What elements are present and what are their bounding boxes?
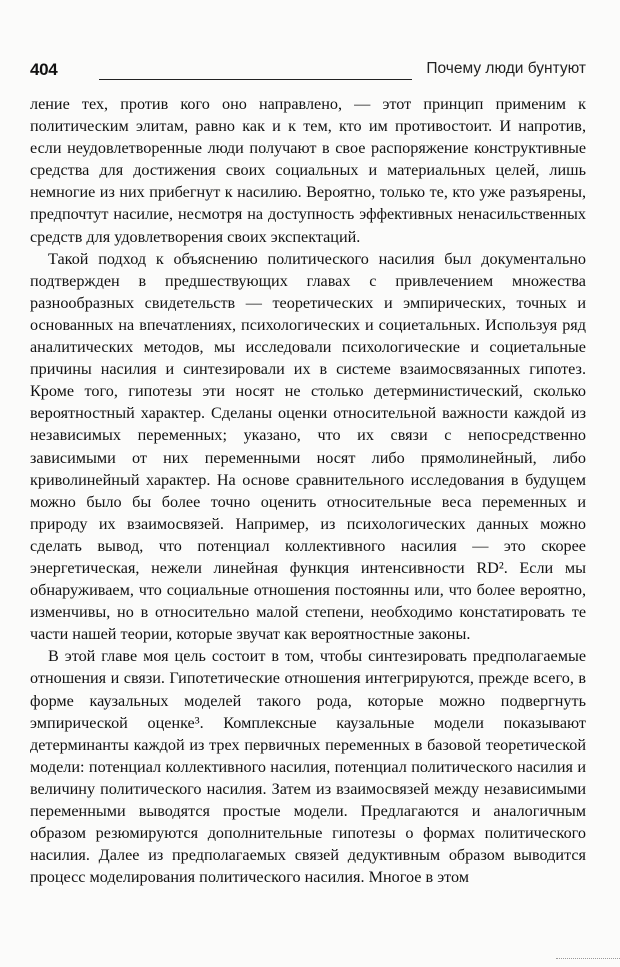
running-title: Почему люди бунтуют (426, 60, 586, 77)
scan-edge-mark (556, 958, 620, 959)
page-number: 404 (30, 60, 58, 79)
paragraph-3: В этой главе моя цель состоит в том, чтобы синтезировать предполагаемые отношения и связи. Гипотетические отношения интегрируются, прежде всего, в форме каузальных моделей такого рода, которые можно подвергнуть эмпирической оценке³. Комплексные каузальные модели показывают детерминанты каждой из трех первичных переменных в базовой теоретической модели: потенциал коллективного насилия, потенциал политического насилия и величину политического насилия. Затем из взаимосвязей между независимыми переменными выводятся простые модели. Предлагаются и аналогичным образом резюмируются дополнительные гипотезы о формах политического насилия. Далее из предполагаемых связей дедуктивным образом выводится процесс моделирования политического насилия. Многое в этом (30, 647, 586, 887)
header-rule (99, 79, 412, 80)
paragraph-1: ление тех, против кого оно направлено, — этот принцип применим к политическим элитам, равно как и к тем, кто им противостоит. И напротив, если неудовлетворенные люди получают в свое распоряжение конструктивные средства для достижения своих социальных и материальных целей, лишь немногие из них прибегнут к насилию. Вероятно, только те, кто уже разъярены, предпочтут насилие, несмотря на доступность эффективных ненасильственных средств для удовлетворения своих экспектаций. (30, 95, 586, 246)
paragraph-2: Такой подход к объяснению политического насилия был документально подтвержден в предшествующих главах с привлечением множества разнообразных свидетельств — теоретических и эмпирических, точных и основанных на впечатлениях, психологических и социетальных. Используя ряд аналитических методов, мы исследовали психологические и социетальные причины насилия и синтезировали их в системе взаимосвязанных гипотез. Кроме того, гипотезы эти носят не столько детерминистический, сколько вероятностный характер. Сделаны оценки относительной важности каждой из независимых переменных; указано, что их связи с непосредственно зависимыми от них переменными носят либо прямолинейный, либо криволинейный характер. На основе сравнительного исследования в будущем можно было бы более точно оценить относительные веса переменных и природу их взаимосвязей. Например, из психологических данных можно сделать вывод, что потенциал коллективного насилия — это скорее энергетическая, нежели линейная функция интенсивности RD². Если мы обнаруживаем, что социальные отношения постоянны или, что более вероятно, изменчивы, но в относительно малой степени, необходимо констатировать те части нашей теории, которые звучат как вероятностные законы. (30, 249, 586, 644)
text-body (30, 93, 586, 888)
running-head (30, 58, 586, 84)
